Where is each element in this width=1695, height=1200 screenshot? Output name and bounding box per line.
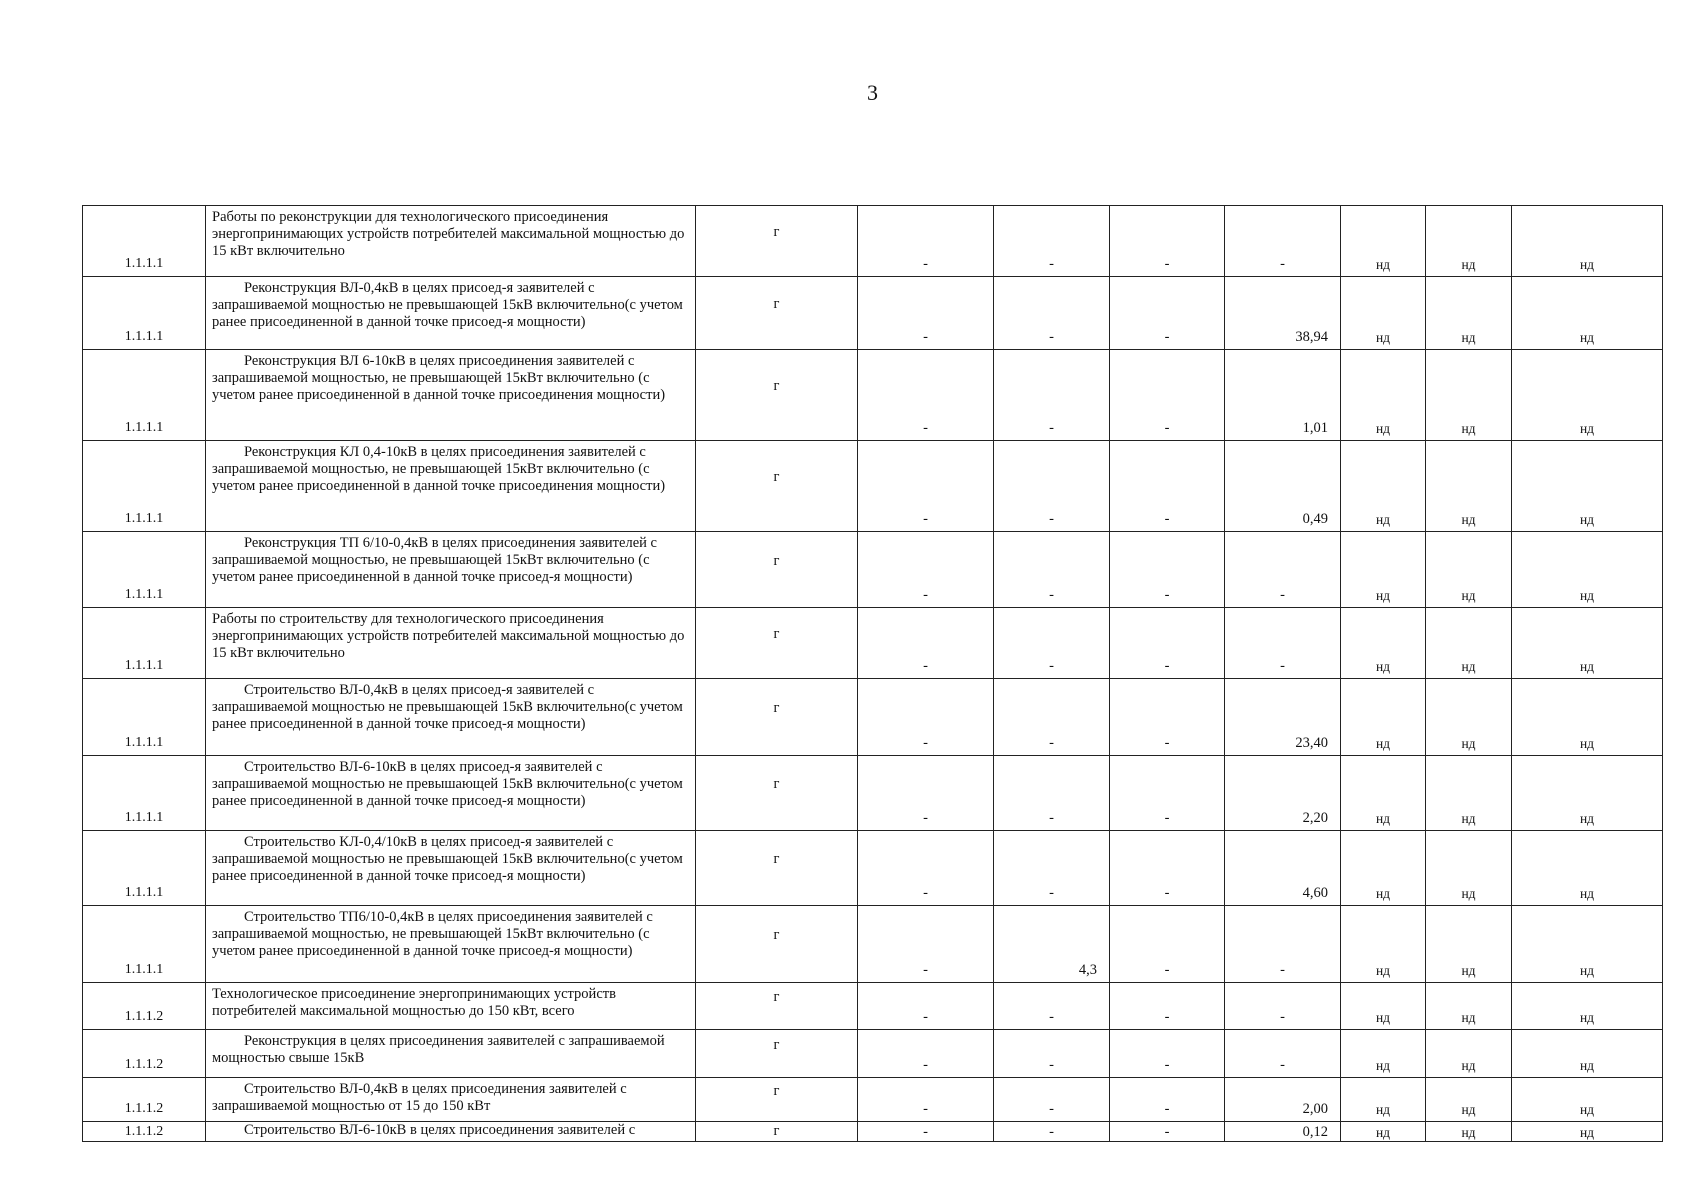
value-cell-1: - [858, 608, 994, 679]
value-cell-2: - [994, 206, 1110, 277]
value-cell-1: - [858, 206, 994, 277]
row-unit: г [696, 983, 858, 1030]
value-cell-3: - [1110, 206, 1225, 277]
row-unit: г [696, 608, 858, 679]
row-unit: г [696, 350, 858, 441]
page-number: 3 [867, 80, 878, 105]
value-cell-1: - [858, 532, 994, 608]
row-code: 1.1.1.2 [83, 1122, 206, 1142]
table-row [83, 532, 1663, 608]
row-code: 1.1.1.1 [83, 532, 206, 608]
row-unit: г [696, 756, 858, 831]
value-cell-4: 38,94 [1225, 277, 1341, 350]
nd-cell-2: нд [1426, 277, 1512, 350]
value-cell-4: 2,00 [1225, 1078, 1341, 1122]
row-unit: г [696, 679, 858, 756]
nd-cell-2: нд [1426, 350, 1512, 441]
table-row [83, 906, 1663, 983]
nd-cell-3: нд [1512, 1030, 1663, 1078]
table-row [83, 679, 1663, 756]
row-description: Строительство КЛ-0,4/10кВ в целях присоед-я заявителей с запрашиваемой мощностью не превышающей 15кВ включительно(с учетом ранее присоединенной в данной точке присоед-я мощности) [206, 831, 696, 906]
value-cell-3: - [1110, 350, 1225, 441]
row-description: Строительство ВЛ-6-10кВ в целях присоединения заявителей с [206, 1122, 696, 1142]
row-unit: г [696, 831, 858, 906]
nd-cell-3: нд [1512, 983, 1663, 1030]
value-cell-2: - [994, 831, 1110, 906]
investment-table [82, 205, 1663, 1142]
nd-cell-3: нд [1512, 350, 1663, 441]
table-row [83, 1078, 1663, 1122]
row-code: 1.1.1.1 [83, 608, 206, 679]
row-description: Реконструкция в целях присоединения заявителей с запрашиваемой мощностью свыше 15кВ [206, 1030, 696, 1078]
nd-cell-2: нд [1426, 983, 1512, 1030]
row-unit: г [696, 906, 858, 983]
row-description: Строительство ТП6/10-0,4кВ в целях присоединения заявителей с запрашиваемой мощностью, не превышающей 15кВт включительно (с учетом ранее присоединенной в данной точке присоед-я мощности) [206, 906, 696, 983]
value-cell-2: - [994, 277, 1110, 350]
value-cell-2: - [994, 1078, 1110, 1122]
table-body [83, 206, 1663, 1142]
nd-cell-2: нд [1426, 608, 1512, 679]
value-cell-4: - [1225, 206, 1341, 277]
value-cell-1: - [858, 350, 994, 441]
value-cell-4: 4,60 [1225, 831, 1341, 906]
value-cell-3: - [1110, 1078, 1225, 1122]
nd-cell-1: нд [1341, 906, 1426, 983]
nd-cell-1: нд [1341, 532, 1426, 608]
nd-cell-2: нд [1426, 441, 1512, 532]
row-description: Реконструкция КЛ 0,4-10кВ в целях присоединения заявителей с запрашиваемой мощностью, не превышающей 15кВт включительно (с учетом ранее присоединенной в данной точке присоединения мощности) [206, 441, 696, 532]
value-cell-1: - [858, 756, 994, 831]
table-row [83, 441, 1663, 532]
row-code: 1.1.1.1 [83, 277, 206, 350]
row-code: 1.1.1.2 [83, 983, 206, 1030]
row-unit: г [696, 206, 858, 277]
nd-cell-2: нд [1426, 679, 1512, 756]
row-code: 1.1.1.2 [83, 1030, 206, 1078]
value-cell-4: - [1225, 1030, 1341, 1078]
value-cell-3: - [1110, 1122, 1225, 1142]
value-cell-2: - [994, 532, 1110, 608]
table-row [83, 350, 1663, 441]
row-code: 1.1.1.1 [83, 206, 206, 277]
value-cell-3: - [1110, 756, 1225, 831]
value-cell-2: - [994, 350, 1110, 441]
nd-cell-2: нд [1426, 532, 1512, 608]
row-code: 1.1.1.1 [83, 350, 206, 441]
nd-cell-3: нд [1512, 277, 1663, 350]
nd-cell-2: нд [1426, 756, 1512, 831]
row-code: 1.1.1.1 [83, 441, 206, 532]
table-row [83, 1030, 1663, 1078]
row-description: Технологическое присоединение энергопринимающих устройств потребителей максимальной мощностью до 150 кВт, всего [206, 983, 696, 1030]
nd-cell-2: нд [1426, 831, 1512, 906]
value-cell-2: - [994, 1030, 1110, 1078]
table-row [83, 277, 1663, 350]
value-cell-4: 23,40 [1225, 679, 1341, 756]
value-cell-2: - [994, 1122, 1110, 1142]
table-row [83, 831, 1663, 906]
nd-cell-1: нд [1341, 1122, 1426, 1142]
table-row [83, 756, 1663, 831]
table-row [83, 206, 1663, 277]
value-cell-4: 2,20 [1225, 756, 1341, 831]
nd-cell-1: нд [1341, 608, 1426, 679]
row-unit: г [696, 441, 858, 532]
value-cell-3: - [1110, 831, 1225, 906]
value-cell-3: - [1110, 983, 1225, 1030]
value-cell-4: - [1225, 906, 1341, 983]
nd-cell-2: нд [1426, 206, 1512, 277]
table-row [83, 1122, 1663, 1142]
nd-cell-1: нд [1341, 679, 1426, 756]
value-cell-3: - [1110, 906, 1225, 983]
row-description: Строительство ВЛ-6-10кВ в целях присоед-я заявителей с запрашиваемой мощностью не превышающей 15кВ включительно(с учетом ранее присоединенной в данной точке присоед-я мощности) [206, 756, 696, 831]
value-cell-4: - [1225, 532, 1341, 608]
value-cell-1: - [858, 441, 994, 532]
row-unit: г [696, 1030, 858, 1078]
nd-cell-3: нд [1512, 1122, 1663, 1142]
row-description: Реконструкция ВЛ-0,4кВ в целях присоед-я заявителей с запрашиваемой мощностью не превышающей 15кВ включительно(с учетом ранее присоединенной в данной точке присоед-я мощности) [206, 277, 696, 350]
nd-cell-3: нд [1512, 906, 1663, 983]
value-cell-2: - [994, 983, 1110, 1030]
nd-cell-2: нд [1426, 1122, 1512, 1142]
nd-cell-3: нд [1512, 756, 1663, 831]
value-cell-2: - [994, 441, 1110, 532]
nd-cell-1: нд [1341, 1030, 1426, 1078]
nd-cell-3: нд [1512, 831, 1663, 906]
row-unit: г [696, 1122, 858, 1142]
value-cell-2: - [994, 679, 1110, 756]
row-code: 1.1.1.1 [83, 906, 206, 983]
table-row [83, 608, 1663, 679]
nd-cell-2: нд [1426, 1078, 1512, 1122]
value-cell-2: 4,3 [994, 906, 1110, 983]
nd-cell-1: нд [1341, 1078, 1426, 1122]
nd-cell-1: нд [1341, 441, 1426, 532]
row-description: Строительство ВЛ-0,4кВ в целях присоед-я заявителей с запрашиваемой мощностью не превышающей 15кВ включительно(с учетом ранее присоединенной в данной точке присоед-я мощности) [206, 679, 696, 756]
value-cell-3: - [1110, 608, 1225, 679]
value-cell-3: - [1110, 1030, 1225, 1078]
row-description: Реконструкция ВЛ 6-10кВ в целях присоединения заявителей с запрашиваемой мощностью, не превышающей 15кВт включительно (с учетом ранее присоединенной в данной точке присоединения мощности) [206, 350, 696, 441]
value-cell-1: - [858, 1122, 994, 1142]
row-code: 1.1.1.1 [83, 831, 206, 906]
nd-cell-1: нд [1341, 983, 1426, 1030]
nd-cell-2: нд [1426, 1030, 1512, 1078]
nd-cell-1: нд [1341, 831, 1426, 906]
nd-cell-3: нд [1512, 1078, 1663, 1122]
value-cell-3: - [1110, 532, 1225, 608]
nd-cell-1: нд [1341, 350, 1426, 441]
nd-cell-3: нд [1512, 532, 1663, 608]
nd-cell-3: нд [1512, 441, 1663, 532]
value-cell-1: - [858, 1078, 994, 1122]
value-cell-3: - [1110, 441, 1225, 532]
value-cell-2: - [994, 756, 1110, 831]
value-cell-4: - [1225, 983, 1341, 1030]
nd-cell-2: нд [1426, 906, 1512, 983]
row-description: Работы по реконструкции для технологического присоединения энергопринимающих устройств потребителей максимальной мощностью до 15 кВт включительно [206, 206, 696, 277]
nd-cell-1: нд [1341, 756, 1426, 831]
row-code: 1.1.1.1 [83, 679, 206, 756]
value-cell-1: - [858, 906, 994, 983]
nd-cell-3: нд [1512, 679, 1663, 756]
row-unit: г [696, 277, 858, 350]
nd-cell-1: нд [1341, 277, 1426, 350]
nd-cell-3: нд [1512, 206, 1663, 277]
value-cell-1: - [858, 983, 994, 1030]
row-description: Работы по строительству для технологического присоединения энергопринимающих устройств потребителей максимальной мощностью до 15 кВт включительно [206, 608, 696, 679]
row-description: Строительство ВЛ-0,4кВ в целях присоединения заявителей с запрашиваемой мощностью от 15 до 150 кВт [206, 1078, 696, 1122]
row-unit: г [696, 532, 858, 608]
table-row [83, 983, 1663, 1030]
value-cell-4: 1,01 [1225, 350, 1341, 441]
row-description: Реконструкция ТП 6/10-0,4кВ в целях присоединения заявителей с запрашиваемой мощностью, не превышающей 15кВт включительно (с учетом ранее присоединенной в данной точке присоед-я мощности) [206, 532, 696, 608]
value-cell-3: - [1110, 679, 1225, 756]
value-cell-1: - [858, 1030, 994, 1078]
value-cell-4: 0,49 [1225, 441, 1341, 532]
nd-cell-1: нд [1341, 206, 1426, 277]
value-cell-2: - [994, 608, 1110, 679]
value-cell-3: - [1110, 277, 1225, 350]
value-cell-1: - [858, 831, 994, 906]
nd-cell-3: нд [1512, 608, 1663, 679]
value-cell-1: - [858, 679, 994, 756]
value-cell-4: - [1225, 608, 1341, 679]
row-code: 1.1.1.1 [83, 756, 206, 831]
row-code: 1.1.1.2 [83, 1078, 206, 1122]
row-unit: г [696, 1078, 858, 1122]
value-cell-4: 0,12 [1225, 1122, 1341, 1142]
value-cell-1: - [858, 277, 994, 350]
